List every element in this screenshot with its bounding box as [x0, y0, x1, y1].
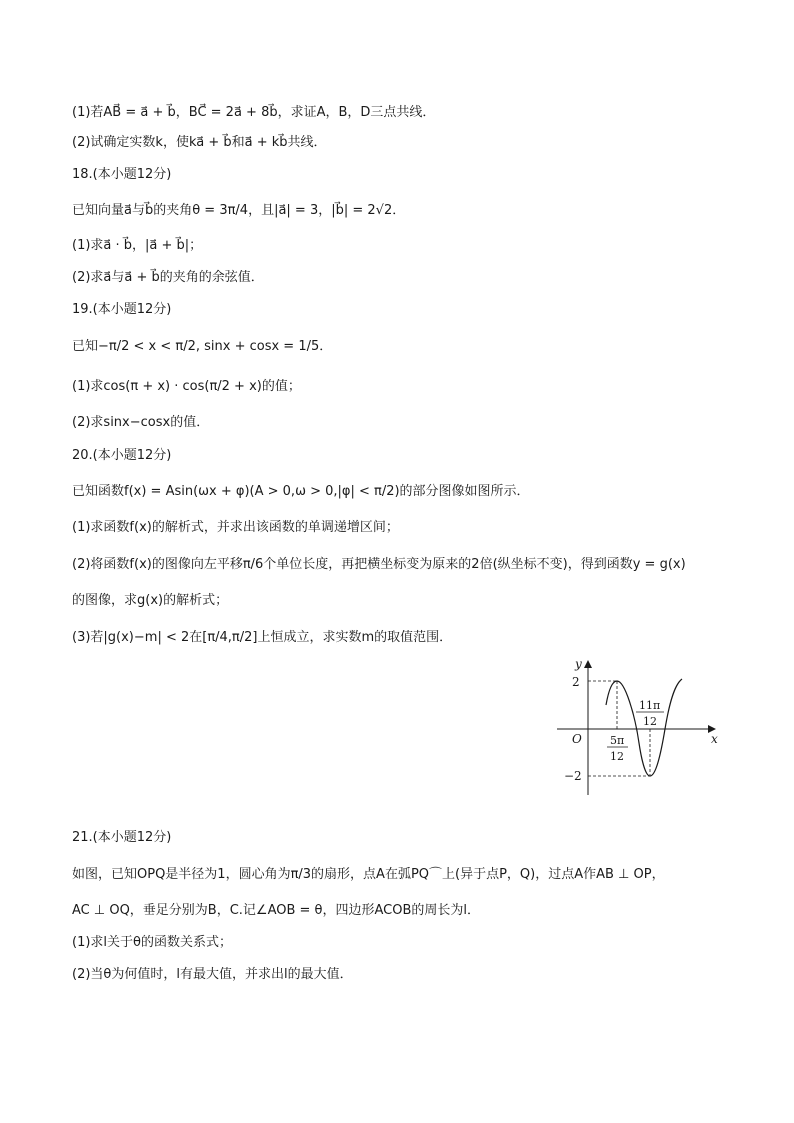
- q21-part1: (1)求l关于θ的函数关系式；: [72, 935, 232, 950]
- x1-numerator: 5π: [610, 734, 625, 747]
- q20-part1: (1)求函数f(x)的解析式，并求出该函数的单调递增区间；: [72, 520, 399, 535]
- q18-stem: 已知向量a⃗与b⃗的夹角θ = 3π/4，且|a⃗| = 3，|b⃗| = 2√2．: [72, 203, 406, 218]
- q21-stem: 如图，已知OPQ是半径为1，圆心角为π/3的扇形，点A在弧PQ⌒上(异于点P，Q)，过点A作AB ⊥ OP，: [72, 867, 665, 882]
- q18-part2: (2)求a⃗与a⃗ + b⃗的夹角的余弦值．: [72, 270, 264, 285]
- q20-part2: (2)将函数f(x)的图像向左平移π/6个单位长度，再把横坐标变为原来的2倍(纵坐标不变)，得到函数y = g(x): [72, 557, 686, 572]
- sine-graph: [552, 655, 727, 800]
- q21-stem-cont: AC ⊥ OQ，垂足分别为B，C.记∠AOB = θ，四边形ACOB的周长为l．: [72, 903, 481, 918]
- q17-part1: (1)若AB⃗ = a⃗ + b⃗，BC⃗ = 2a⃗ + 8b⃗，求证A，B，D三点共线．: [72, 105, 436, 120]
- y-min-label: −2: [564, 769, 582, 783]
- q20-stem: 已知函数f(x) = Asin(ωx + φ)(A > 0,ω > 0,|φ| < π/2)的部分图像如图所示．: [72, 484, 530, 499]
- x-axis-label: x: [711, 732, 718, 746]
- q19-stem: 已知−π/2 < x < π/2, sinx + cosx = 1/5．: [72, 339, 333, 354]
- q19-part1: (1)求cos(π + x) · cos(π/2 + x)的值；: [72, 379, 301, 394]
- q20-part3: (3)若|g(x)−m| < 2在[π/4,π/2]上恒成立，求实数m的取值范围．: [72, 630, 453, 645]
- q18-part1: (1)求a⃗ · b⃗，|a⃗ + b⃗|；: [72, 238, 203, 253]
- q17-part2: (2)试确定实数k，使ka⃗ + b⃗和a⃗ + kb⃗共线．: [72, 135, 327, 150]
- x2-numerator: 11π: [639, 699, 661, 712]
- y-axis-label: y: [575, 657, 582, 671]
- q18-heading: 18.(本小题12分): [72, 167, 172, 182]
- q21-part2: (2)当θ为何值时，l有最大值，并求出l的最大值．: [72, 967, 353, 982]
- origin-label: O: [572, 732, 582, 746]
- q20-part2-cont: 的图像，求g(x)的解析式；: [72, 593, 229, 608]
- y-max-label: 2: [572, 675, 580, 689]
- q19-heading: 19.(本小题12分): [72, 302, 172, 317]
- q21-heading: 21.(本小题12分): [72, 830, 172, 845]
- q20-heading: 20.(本小题12分): [72, 448, 172, 463]
- x2-denominator: 12: [643, 715, 657, 728]
- x1-denominator: 12: [610, 750, 624, 763]
- q19-part2: (2)求sinx−cosx的值．: [72, 415, 210, 430]
